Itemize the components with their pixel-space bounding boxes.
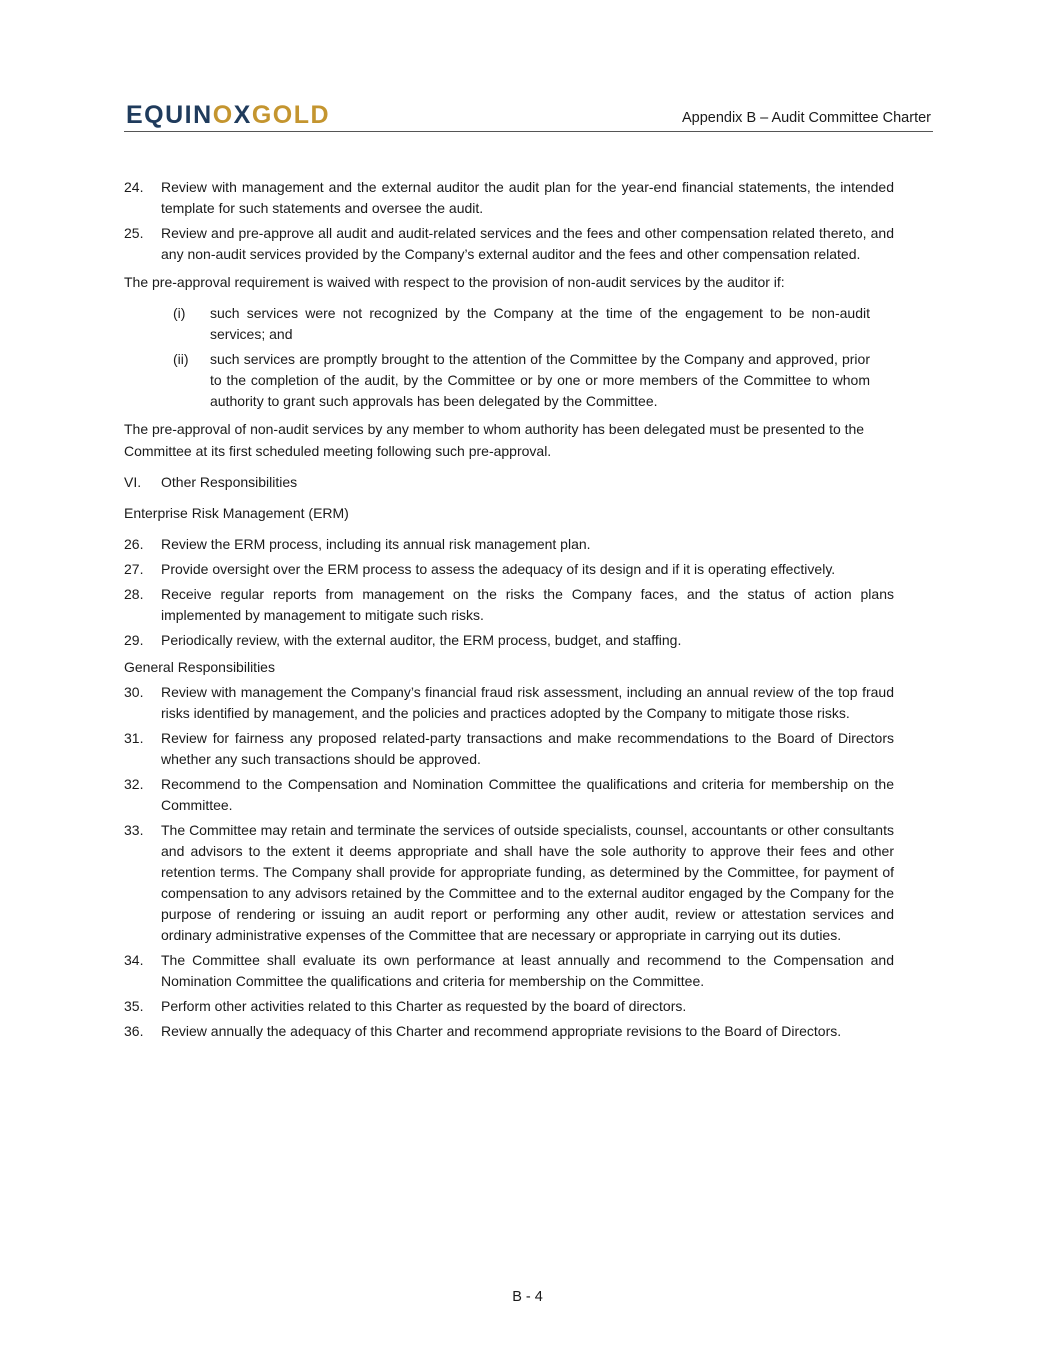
equinox-gold-logo	[126, 101, 330, 130]
item-text: The Committee may retain and terminate the services of outside specialists, counsel, accountants or other consultants and advisors to the extent it deems appropriate and shall have the sole authority to approve their fees and other retention terms. The Company shall provide for appropriate funding, as determined by the Committee, for payment of compensation to any advisors retained by the Committee and to the external auditor engaged by the Company for the purpose of rendering or issuing an audit report or performing any other audit, review or attestation services and ordinary administrative expenses of the Committee that are necessary or appropriate in carrying out its duties.	[161, 822, 894, 943]
item-text: The Committee shall evaluate its own performance at least annually and recommend to the Compensation and Nomination Committee the qualifications and criteria for membership on the Committee.	[161, 952, 894, 989]
item-text: Review with management the Company’s financial fraud risk assessment, including an annual review of the top fraud risks identified by management, and the policies and practices adopted by the Company to mitigate those risks.	[161, 684, 894, 721]
list-item	[173, 349, 870, 412]
item-number: 28.	[124, 586, 144, 602]
logo-text: X	[233, 101, 252, 129]
list-item	[173, 303, 870, 345]
item-text: such services are promptly brought to the attention of the Committee by the Company and approved, prior to the completion of the audit, by the Committee or by one or more members of the Committee to whom authority to grant such approvals has been delegated by the Committee.	[210, 351, 870, 409]
item-number: 25.	[124, 225, 144, 241]
item-number: 36.	[124, 1023, 144, 1039]
item-text: Provide oversight over the ERM process to assess the adequacy of its design and if it is operating effectively.	[161, 561, 836, 577]
logo-text: EQUIN	[126, 101, 213, 129]
list-item	[124, 682, 894, 724]
document-body	[124, 177, 931, 1046]
item-number: 35.	[124, 998, 144, 1014]
item-number: 27.	[124, 561, 144, 577]
item-number: 33.	[124, 822, 144, 838]
item-text: Periodically review, with the external auditor, the ERM process, budget, and staffing.	[161, 632, 682, 648]
item-number: (i)	[173, 305, 186, 321]
item-number: (ii)	[173, 351, 189, 367]
item-text: Review the ERM process, including its annual risk management plan.	[161, 536, 591, 552]
item-number: 24.	[124, 179, 144, 195]
list-item	[124, 996, 894, 1017]
list-item	[124, 950, 894, 992]
page-number: B - 4	[512, 1289, 543, 1305]
item-number: 31.	[124, 730, 144, 746]
item-text: Review for fairness any proposed related-party transactions and make recommendations to the Board of Directors whether any such transactions should be approved.	[161, 730, 894, 767]
section-heading	[124, 472, 894, 493]
list-item	[124, 223, 894, 265]
item-text: Receive regular reports from management on the risks the Company faces, and the status of action plans implemented by management to mitigate such risks.	[161, 586, 894, 623]
logo-text: GOLD	[251, 101, 331, 129]
item-text: such services were not recognized by the Company at the time of the engagement to be non-audit services; and	[210, 305, 870, 342]
item-number: 29.	[124, 632, 144, 648]
list-item	[124, 774, 894, 816]
list-item	[124, 728, 894, 770]
subheading: General Responsibilities	[124, 659, 275, 675]
header-divider	[124, 131, 933, 132]
item-text: Review and pre-approve all audit and audit-related services and the fees and other compensation related thereto, and any non-audit services provided by the Company’s external auditor and the fees and other compensation related.	[161, 225, 894, 262]
item-number: 30.	[124, 684, 144, 700]
list-item	[124, 630, 894, 651]
list-item	[124, 1021, 894, 1042]
item-number: 34.	[124, 952, 144, 968]
list-item	[124, 534, 894, 555]
item-number: 32.	[124, 776, 144, 792]
paragraph: The pre-approval of non-audit services by any member to whom authority has been delegated must be presented to the Committee at its first scheduled meeting following such pre-approval.	[124, 421, 865, 459]
list-item	[124, 559, 894, 580]
section-title: Other Responsibilities	[161, 474, 298, 490]
item-text: Review annually the adequacy of this Charter and recommend appropriate revisions to the Board of Directors.	[161, 1023, 842, 1039]
item-text: Recommend to the Compensation and Nomination Committee the qualifications and criteria for membership on the Committee.	[161, 776, 894, 813]
logo-text: O	[212, 101, 234, 129]
item-text: Perform other activities related to this Charter as requested by the board of directors.	[161, 998, 687, 1014]
item-text: Review with management and the external auditor the audit plan for the year-end financial statements, the intended template for such statements and oversee the audit.	[161, 179, 894, 216]
list-item	[124, 177, 894, 219]
subheading: Enterprise Risk Management (ERM)	[124, 505, 349, 521]
header-title: Appendix B – Audit Committee Charter	[681, 110, 931, 126]
list-item	[124, 820, 894, 946]
item-number: 26.	[124, 536, 144, 552]
section-number: VI.	[124, 474, 142, 490]
list-item	[124, 584, 894, 626]
paragraph: The pre-approval requirement is waived with respect to the provision of non-audit services by the auditor if:	[124, 274, 785, 290]
